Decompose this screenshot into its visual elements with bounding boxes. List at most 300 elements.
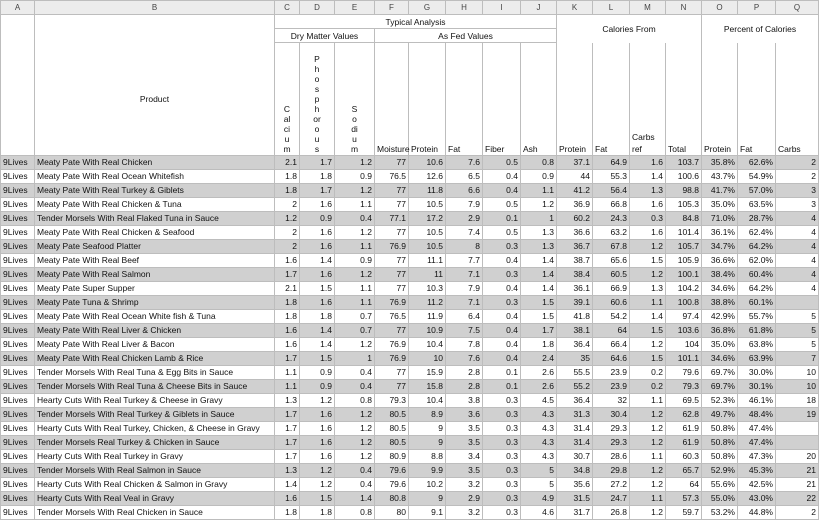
product-cell[interactable]: Tender Morsels With Real Salmon in Sauce [35, 463, 275, 477]
value-cell-ca[interactable]: 1.7 [275, 351, 300, 365]
value-cell-na[interactable]: 0.4 [335, 379, 375, 393]
value-cell-na[interactable]: 1.2 [335, 449, 375, 463]
product-cell[interactable]: Meaty Pate With Real Turkey & Giblets [35, 183, 275, 197]
value-cell-pc[interactable]: 3 [776, 183, 819, 197]
value-cell-fib[interactable]: 0.3 [483, 239, 521, 253]
value-cell-moist[interactable]: 77 [375, 365, 409, 379]
value-cell-ca[interactable]: 1.8 [275, 183, 300, 197]
value-cell-ph[interactable]: 1.6 [300, 197, 335, 211]
value-cell-moist[interactable]: 77.1 [375, 211, 409, 225]
product-cell[interactable]: Tender Morsels With Real Tuna & Cheese Bits in Sauce [35, 379, 275, 393]
value-cell-cc[interactable]: 1.4 [630, 309, 666, 323]
brand-cell[interactable]: 9Lives [1, 491, 35, 505]
value-cell-moist[interactable]: 77 [375, 225, 409, 239]
product-cell[interactable]: Meaty Pate Seafood Platter [35, 239, 275, 253]
brand-cell[interactable]: 9Lives [1, 351, 35, 365]
value-cell-prot[interactable]: 10.9 [409, 323, 446, 337]
product-cell[interactable]: Meaty Pate With Real Ocean White fish & Tuna [35, 309, 275, 323]
value-cell-prot[interactable]: 8.8 [409, 449, 446, 463]
value-cell-moist[interactable]: 79.3 [375, 393, 409, 407]
value-cell-ca[interactable]: 1.6 [275, 253, 300, 267]
value-cell-cf[interactable]: 65.6 [593, 253, 630, 267]
value-cell-moist[interactable]: 80 [375, 505, 409, 519]
value-cell-fib[interactable]: 0.3 [483, 421, 521, 435]
value-cell-cf[interactable]: 29.8 [593, 463, 630, 477]
value-cell-pp[interactable]: 43.7% [702, 169, 738, 183]
column-header-b[interactable]: B [35, 1, 275, 15]
value-cell-fib[interactable]: 0.3 [483, 435, 521, 449]
value-cell-ash[interactable]: 4.3 [521, 449, 557, 463]
value-cell-fib[interactable]: 0.3 [483, 491, 521, 505]
value-cell-ca[interactable]: 2 [275, 239, 300, 253]
value-cell-pf[interactable]: 61.8% [738, 323, 776, 337]
value-cell-pc[interactable] [776, 421, 819, 435]
value-cell-moist[interactable]: 79.6 [375, 463, 409, 477]
value-cell-tot[interactable]: 84.8 [666, 211, 702, 225]
value-cell-ash[interactable]: 2.6 [521, 379, 557, 393]
value-cell-pc[interactable]: 5 [776, 323, 819, 337]
value-cell-cc[interactable]: 1.2 [630, 421, 666, 435]
value-cell-moist[interactable]: 77 [375, 267, 409, 281]
value-cell-ph[interactable]: 1.2 [300, 463, 335, 477]
value-cell-moist[interactable]: 77 [375, 155, 409, 169]
value-cell-ph[interactable]: 1.6 [300, 421, 335, 435]
value-cell-prot[interactable]: 11 [409, 267, 446, 281]
column-header-a[interactable]: A [1, 1, 35, 15]
value-cell-tot[interactable]: 100.1 [666, 267, 702, 281]
product-cell[interactable]: Meaty Pate With Real Chicken Lamb & Rice [35, 351, 275, 365]
value-cell-pf[interactable]: 62.0% [738, 253, 776, 267]
value-cell-ca[interactable]: 1.6 [275, 337, 300, 351]
product-cell[interactable]: Tender Morsels With Real Chicken in Sauce [35, 505, 275, 519]
value-cell-ash[interactable]: 1 [521, 211, 557, 225]
value-cell-fat[interactable]: 7.6 [446, 155, 483, 169]
value-cell-cf[interactable]: 66.9 [593, 281, 630, 295]
value-cell-pc[interactable]: 5 [776, 337, 819, 351]
value-cell-pp[interactable]: 35.0% [702, 337, 738, 351]
value-cell-prot[interactable]: 10 [409, 351, 446, 365]
value-cell-ash[interactable]: 5 [521, 463, 557, 477]
value-cell-pc[interactable]: 4 [776, 225, 819, 239]
value-cell-na[interactable]: 0.4 [335, 463, 375, 477]
value-cell-fib[interactable]: 0.1 [483, 211, 521, 225]
value-cell-cp[interactable]: 41.2 [557, 183, 593, 197]
value-cell-pc[interactable]: 2 [776, 155, 819, 169]
value-cell-cf[interactable]: 64.9 [593, 155, 630, 169]
value-cell-cc[interactable]: 1.6 [630, 197, 666, 211]
value-cell-cf[interactable]: 60.5 [593, 267, 630, 281]
value-cell-pc[interactable]: 20 [776, 449, 819, 463]
value-cell-cc[interactable]: 1.2 [630, 477, 666, 491]
value-cell-tot[interactable]: 104.2 [666, 281, 702, 295]
value-cell-ca[interactable]: 1.8 [275, 309, 300, 323]
value-cell-pc[interactable]: 3 [776, 197, 819, 211]
brand-cell[interactable]: 9Lives [1, 421, 35, 435]
value-cell-fib[interactable]: 0.5 [483, 225, 521, 239]
value-cell-cc[interactable]: 0.3 [630, 211, 666, 225]
value-cell-cc[interactable]: 1.2 [630, 505, 666, 519]
value-cell-ph[interactable]: 1.6 [300, 225, 335, 239]
value-cell-cp[interactable]: 36.4 [557, 393, 593, 407]
value-cell-pp[interactable]: 36.6% [702, 253, 738, 267]
value-cell-tot[interactable]: 79.3 [666, 379, 702, 393]
value-cell-pp[interactable]: 38.4% [702, 267, 738, 281]
value-cell-ca[interactable]: 1.6 [275, 323, 300, 337]
value-cell-cc[interactable]: 1.3 [630, 281, 666, 295]
product-cell[interactable]: Hearty Cuts With Real Chicken & Salmon in Gravy [35, 477, 275, 491]
value-cell-fib[interactable]: 0.4 [483, 169, 521, 183]
column-header-i[interactable]: I [483, 1, 521, 15]
value-cell-fib[interactable]: 0.4 [483, 337, 521, 351]
value-cell-pp[interactable]: 69.7% [702, 379, 738, 393]
value-cell-fib[interactable]: 0.3 [483, 393, 521, 407]
value-cell-fat[interactable]: 3.4 [446, 449, 483, 463]
value-cell-cp[interactable]: 38.7 [557, 253, 593, 267]
value-cell-fat[interactable]: 6.5 [446, 169, 483, 183]
value-cell-ca[interactable]: 1.7 [275, 267, 300, 281]
value-cell-pc[interactable]: 21 [776, 463, 819, 477]
value-cell-moist[interactable]: 77 [375, 183, 409, 197]
product-cell[interactable]: Meaty Pate With Real Salmon [35, 267, 275, 281]
value-cell-ph[interactable]: 1.2 [300, 477, 335, 491]
value-cell-fib[interactable]: 0.3 [483, 505, 521, 519]
product-cell[interactable]: Hearty Cuts With Real Turkey in Gravy [35, 449, 275, 463]
value-cell-fat[interactable]: 6.6 [446, 183, 483, 197]
value-cell-ca[interactable]: 1.8 [275, 505, 300, 519]
value-cell-cf[interactable]: 29.3 [593, 421, 630, 435]
value-cell-cp[interactable]: 38.4 [557, 267, 593, 281]
value-cell-prot[interactable]: 10.4 [409, 337, 446, 351]
value-cell-ph[interactable]: 0.9 [300, 211, 335, 225]
value-cell-pc[interactable]: 2 [776, 169, 819, 183]
value-cell-cf[interactable]: 56.4 [593, 183, 630, 197]
brand-cell[interactable]: 9Lives [1, 463, 35, 477]
brand-cell[interactable]: 9Lives [1, 295, 35, 309]
value-cell-tot[interactable]: 105.7 [666, 239, 702, 253]
brand-cell[interactable]: 9Lives [1, 267, 35, 281]
value-cell-moist[interactable]: 80.5 [375, 421, 409, 435]
value-cell-tot[interactable]: 69.5 [666, 393, 702, 407]
value-cell-cp[interactable]: 55.2 [557, 379, 593, 393]
product-cell[interactable]: Tender Morsels Real Turkey & Chicken in Sauce [35, 435, 275, 449]
value-cell-cf[interactable]: 32 [593, 393, 630, 407]
value-cell-cp[interactable]: 55.5 [557, 365, 593, 379]
value-cell-ca[interactable]: 2.1 [275, 155, 300, 169]
value-cell-na[interactable]: 0.4 [335, 365, 375, 379]
value-cell-na[interactable]: 0.9 [335, 169, 375, 183]
value-cell-pp[interactable]: 41.7% [702, 183, 738, 197]
value-cell-na[interactable]: 0.7 [335, 309, 375, 323]
value-cell-ca[interactable]: 1.2 [275, 211, 300, 225]
value-cell-pp[interactable]: 53.2% [702, 505, 738, 519]
value-cell-cf[interactable]: 64.6 [593, 351, 630, 365]
value-cell-ph[interactable]: 1.6 [300, 435, 335, 449]
value-cell-na[interactable]: 0.4 [335, 477, 375, 491]
value-cell-pf[interactable]: 42.5% [738, 477, 776, 491]
value-cell-ash[interactable]: 4.5 [521, 393, 557, 407]
brand-cell[interactable]: 9Lives [1, 365, 35, 379]
value-cell-ph[interactable]: 1.8 [300, 169, 335, 183]
value-cell-prot[interactable]: 10.6 [409, 155, 446, 169]
value-cell-ph[interactable]: 1.5 [300, 281, 335, 295]
value-cell-cc[interactable]: 1.2 [630, 463, 666, 477]
value-cell-na[interactable]: 1.2 [335, 183, 375, 197]
value-cell-cp[interactable]: 31.3 [557, 407, 593, 421]
value-cell-tot[interactable]: 61.9 [666, 435, 702, 449]
column-header-q[interactable]: Q [776, 1, 819, 15]
value-cell-pc[interactable] [776, 295, 819, 309]
value-cell-pc[interactable]: 21 [776, 477, 819, 491]
value-cell-ash[interactable]: 1.4 [521, 253, 557, 267]
value-cell-tot[interactable]: 60.3 [666, 449, 702, 463]
value-cell-na[interactable]: 1.4 [335, 491, 375, 505]
value-cell-ph[interactable]: 1.6 [300, 295, 335, 309]
value-cell-fib[interactable]: 0.3 [483, 267, 521, 281]
value-cell-pp[interactable]: 36.8% [702, 323, 738, 337]
value-cell-cf[interactable]: 63.2 [593, 225, 630, 239]
product-cell[interactable]: Hearty Cuts With Real Veal in Gravy [35, 491, 275, 505]
value-cell-na[interactable]: 1.2 [335, 225, 375, 239]
value-cell-pc[interactable]: 4 [776, 211, 819, 225]
column-header-d[interactable]: D [300, 1, 335, 15]
value-cell-ca[interactable]: 1.4 [275, 477, 300, 491]
value-cell-cp[interactable]: 39.1 [557, 295, 593, 309]
value-cell-ph[interactable]: 1.4 [300, 337, 335, 351]
value-cell-moist[interactable]: 77 [375, 379, 409, 393]
value-cell-prot[interactable]: 11.2 [409, 295, 446, 309]
value-cell-ph[interactable]: 1.6 [300, 449, 335, 463]
value-cell-ca[interactable]: 1.7 [275, 407, 300, 421]
value-cell-fat[interactable]: 3.2 [446, 477, 483, 491]
value-cell-prot[interactable]: 10.2 [409, 477, 446, 491]
value-cell-fat[interactable]: 7.8 [446, 337, 483, 351]
value-cell-fib[interactable]: 0.1 [483, 365, 521, 379]
value-cell-prot[interactable]: 9.9 [409, 463, 446, 477]
value-cell-fib[interactable]: 0.4 [483, 351, 521, 365]
value-cell-fat[interactable]: 3.5 [446, 435, 483, 449]
value-cell-cf[interactable]: 27.2 [593, 477, 630, 491]
value-cell-prot[interactable]: 15.9 [409, 365, 446, 379]
value-cell-ca[interactable]: 1.7 [275, 421, 300, 435]
value-cell-pf[interactable]: 44.8% [738, 505, 776, 519]
value-cell-tot[interactable]: 64 [666, 477, 702, 491]
value-cell-fib[interactable]: 0.3 [483, 463, 521, 477]
value-cell-fib[interactable]: 0.5 [483, 197, 521, 211]
value-cell-fib[interactable]: 0.4 [483, 183, 521, 197]
value-cell-pc[interactable]: 18 [776, 393, 819, 407]
value-cell-fat[interactable]: 8 [446, 239, 483, 253]
value-cell-fat[interactable]: 7.5 [446, 323, 483, 337]
value-cell-cp[interactable]: 60.2 [557, 211, 593, 225]
value-cell-moist[interactable]: 80.8 [375, 491, 409, 505]
value-cell-pf[interactable]: 43.0% [738, 491, 776, 505]
value-cell-moist[interactable]: 80.9 [375, 449, 409, 463]
value-cell-cc[interactable]: 1.5 [630, 351, 666, 365]
value-cell-na[interactable]: 0.9 [335, 253, 375, 267]
value-cell-tot[interactable]: 62.8 [666, 407, 702, 421]
product-cell[interactable]: Meaty Pate With Real Chicken [35, 155, 275, 169]
value-cell-cp[interactable]: 36.9 [557, 197, 593, 211]
value-cell-fat[interactable]: 3.5 [446, 421, 483, 435]
product-cell[interactable]: Meaty Pate Tuna & Shrimp [35, 295, 275, 309]
product-cell[interactable]: Meaty Pate With Real Liver & Bacon [35, 337, 275, 351]
value-cell-na[interactable]: 1.2 [335, 155, 375, 169]
value-cell-ph[interactable]: 1.5 [300, 351, 335, 365]
value-cell-ash[interactable]: 1.8 [521, 337, 557, 351]
value-cell-pc[interactable]: 10 [776, 379, 819, 393]
value-cell-prot[interactable]: 12.6 [409, 169, 446, 183]
value-cell-fat[interactable]: 2.9 [446, 491, 483, 505]
brand-cell[interactable]: 9Lives [1, 281, 35, 295]
value-cell-moist[interactable]: 76.9 [375, 295, 409, 309]
value-cell-moist[interactable]: 76.9 [375, 239, 409, 253]
value-cell-na[interactable]: 0.8 [335, 505, 375, 519]
value-cell-prot[interactable]: 10.4 [409, 393, 446, 407]
value-cell-fat[interactable]: 3.6 [446, 407, 483, 421]
value-cell-pp[interactable]: 69.7% [702, 365, 738, 379]
value-cell-pc[interactable]: 2 [776, 505, 819, 519]
value-cell-ca[interactable]: 2 [275, 197, 300, 211]
value-cell-cc[interactable]: 1.5 [630, 323, 666, 337]
value-cell-cp[interactable]: 41.8 [557, 309, 593, 323]
value-cell-tot[interactable]: 79.6 [666, 365, 702, 379]
value-cell-ph[interactable]: 1.2 [300, 393, 335, 407]
value-cell-ash[interactable]: 4.6 [521, 505, 557, 519]
value-cell-pc[interactable]: 10 [776, 365, 819, 379]
value-cell-cf[interactable]: 60.6 [593, 295, 630, 309]
value-cell-prot[interactable]: 10.3 [409, 281, 446, 295]
value-cell-cp[interactable]: 31.4 [557, 435, 593, 449]
value-cell-cf[interactable]: 64 [593, 323, 630, 337]
value-cell-prot[interactable]: 10.5 [409, 239, 446, 253]
value-cell-cc[interactable]: 0.2 [630, 365, 666, 379]
value-cell-pf[interactable]: 54.9% [738, 169, 776, 183]
product-cell[interactable]: Meaty Pate With Real Ocean Whitefish [35, 169, 275, 183]
value-cell-fib[interactable]: 0.1 [483, 379, 521, 393]
value-cell-na[interactable]: 1.2 [335, 435, 375, 449]
value-cell-cc[interactable]: 0.2 [630, 379, 666, 393]
value-cell-pp[interactable]: 52.3% [702, 393, 738, 407]
value-cell-cc[interactable]: 1.3 [630, 183, 666, 197]
value-cell-pp[interactable]: 38.8% [702, 295, 738, 309]
value-cell-fib[interactable]: 0.4 [483, 309, 521, 323]
brand-cell[interactable]: 9Lives [1, 505, 35, 519]
value-cell-moist[interactable]: 76.9 [375, 351, 409, 365]
value-cell-ph[interactable]: 1.7 [300, 155, 335, 169]
value-cell-ash[interactable]: 4.3 [521, 435, 557, 449]
value-cell-pc[interactable]: 7 [776, 351, 819, 365]
value-cell-ca[interactable]: 2 [275, 225, 300, 239]
value-cell-na[interactable]: 1.2 [335, 407, 375, 421]
value-cell-cf[interactable]: 66.4 [593, 337, 630, 351]
value-cell-pf[interactable]: 46.1% [738, 393, 776, 407]
value-cell-cc[interactable]: 1.2 [630, 239, 666, 253]
column-header-k[interactable]: K [557, 1, 593, 15]
value-cell-pf[interactable]: 62.4% [738, 225, 776, 239]
brand-cell[interactable]: 9Lives [1, 323, 35, 337]
value-cell-fib[interactable]: 0.5 [483, 155, 521, 169]
value-cell-cc[interactable]: 1.4 [630, 169, 666, 183]
product-cell[interactable]: Meaty Pate With Real Liver & Chicken [35, 323, 275, 337]
value-cell-pc[interactable]: 22 [776, 491, 819, 505]
value-cell-moist[interactable]: 76.5 [375, 309, 409, 323]
value-cell-na[interactable]: 1 [335, 351, 375, 365]
value-cell-cf[interactable]: 55.3 [593, 169, 630, 183]
value-cell-ash[interactable]: 2.6 [521, 365, 557, 379]
value-cell-cf[interactable]: 26.8 [593, 505, 630, 519]
value-cell-tot[interactable]: 103.7 [666, 155, 702, 169]
value-cell-moist[interactable]: 77 [375, 323, 409, 337]
value-cell-pf[interactable]: 28.7% [738, 211, 776, 225]
value-cell-na[interactable]: 1.2 [335, 267, 375, 281]
value-cell-cp[interactable]: 31.7 [557, 505, 593, 519]
value-cell-fat[interactable]: 7.9 [446, 281, 483, 295]
column-header-h[interactable]: H [446, 1, 483, 15]
value-cell-cc[interactable]: 1.6 [630, 155, 666, 169]
value-cell-fat[interactable]: 7.1 [446, 295, 483, 309]
value-cell-cc[interactable]: 1.2 [630, 337, 666, 351]
value-cell-na[interactable]: 1.1 [335, 197, 375, 211]
value-cell-cp[interactable]: 31.4 [557, 421, 593, 435]
brand-cell[interactable]: 9Lives [1, 435, 35, 449]
value-cell-ash[interactable]: 1.5 [521, 295, 557, 309]
value-cell-prot[interactable]: 8.9 [409, 407, 446, 421]
value-cell-pf[interactable]: 64.2% [738, 281, 776, 295]
value-cell-ash[interactable]: 4.9 [521, 491, 557, 505]
value-cell-fib[interactable]: 0.4 [483, 281, 521, 295]
value-cell-pp[interactable]: 34.6% [702, 351, 738, 365]
value-cell-fat[interactable]: 7.9 [446, 197, 483, 211]
value-cell-fat[interactable]: 7.1 [446, 267, 483, 281]
value-cell-ph[interactable]: 1.4 [300, 323, 335, 337]
value-cell-cc[interactable]: 1.6 [630, 225, 666, 239]
column-header-p[interactable]: P [738, 1, 776, 15]
value-cell-pp[interactable]: 36.1% [702, 225, 738, 239]
value-cell-ca[interactable]: 2.1 [275, 281, 300, 295]
value-cell-fib[interactable]: 0.3 [483, 295, 521, 309]
value-cell-prot[interactable]: 11.8 [409, 183, 446, 197]
value-cell-tot[interactable]: 101.1 [666, 351, 702, 365]
value-cell-fib[interactable]: 0.3 [483, 449, 521, 463]
value-cell-pp[interactable]: 50.8% [702, 435, 738, 449]
value-cell-na[interactable]: 1.2 [335, 421, 375, 435]
brand-cell[interactable]: 9Lives [1, 253, 35, 267]
value-cell-prot[interactable]: 11.9 [409, 309, 446, 323]
value-cell-ash[interactable]: 1.1 [521, 183, 557, 197]
value-cell-pf[interactable]: 62.6% [738, 155, 776, 169]
brand-cell[interactable]: 9Lives [1, 379, 35, 393]
value-cell-cf[interactable]: 24.7 [593, 491, 630, 505]
value-cell-tot[interactable]: 104 [666, 337, 702, 351]
value-cell-ph[interactable]: 1.7 [300, 183, 335, 197]
value-cell-pf[interactable]: 57.0% [738, 183, 776, 197]
value-cell-fat[interactable]: 3.5 [446, 463, 483, 477]
value-cell-na[interactable]: 0.7 [335, 323, 375, 337]
value-cell-ph[interactable]: 1.6 [300, 267, 335, 281]
value-cell-prot[interactable]: 17.2 [409, 211, 446, 225]
value-cell-cc[interactable]: 1.2 [630, 435, 666, 449]
value-cell-cf[interactable]: 30.4 [593, 407, 630, 421]
value-cell-cc[interactable]: 1.5 [630, 253, 666, 267]
value-cell-pc[interactable]: 5 [776, 309, 819, 323]
brand-cell[interactable]: 9Lives [1, 239, 35, 253]
product-cell[interactable]: Meaty Pate With Real Chicken & Tuna [35, 197, 275, 211]
value-cell-na[interactable]: 1.1 [335, 281, 375, 295]
value-cell-prot[interactable]: 10.5 [409, 225, 446, 239]
value-cell-tot[interactable]: 97.4 [666, 309, 702, 323]
column-header-l[interactable]: L [593, 1, 630, 15]
value-cell-ca[interactable]: 1.1 [275, 365, 300, 379]
